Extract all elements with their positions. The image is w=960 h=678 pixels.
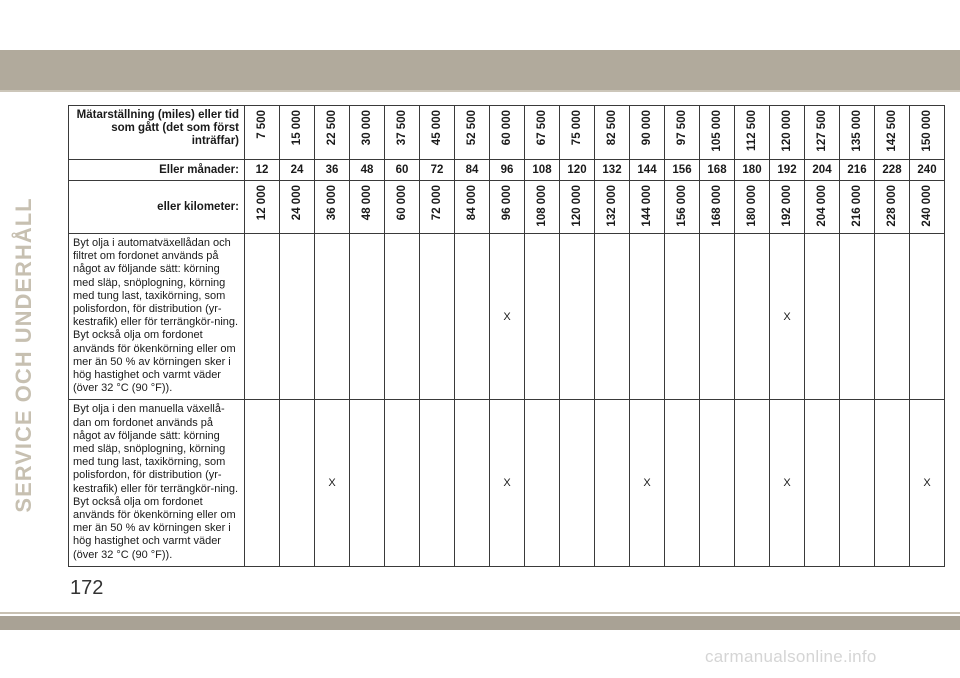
km-header-cell: [595, 181, 630, 234]
miles-header-cell: [490, 106, 525, 160]
km-header-cell: [630, 181, 665, 234]
months-value: 36: [315, 160, 350, 181]
km-header-cell: [560, 181, 595, 234]
miles-label: Mätarställning (miles) eller tid som gått (det som först inträffar): [69, 106, 245, 160]
service-mark-cell: [245, 234, 280, 400]
miles-header-cell: [665, 106, 700, 160]
km-value: 108 000: [536, 185, 548, 227]
maintenance-schedule-table: [68, 105, 945, 567]
footer-band-line: [0, 612, 960, 614]
service-mark-cell: [595, 400, 630, 566]
km-value: 60 000: [396, 185, 408, 221]
service-description: Byt olja i automatväxellådan och filtret om fordonet används på något av följande sätt: körning med släp, snöplogning, körning med tung last, taxikörning, som polisfordon, för distribution (yr-kestrafik) eller för terrängkör-ning. Byt också olja om fordonet används för ökenkörning eller om mer än 50 % av körningen sker i hög hastighet och varmt väder (över 32 °C (90 °F)).: [69, 234, 245, 400]
km-value: 204 000: [816, 185, 828, 227]
service-mark-cell: [560, 234, 595, 400]
header-band: [0, 50, 960, 90]
miles-header-cell: [280, 106, 315, 160]
km-header-cell: [805, 181, 840, 234]
months-value: 24: [280, 160, 315, 181]
miles-value: 22 500: [326, 110, 338, 146]
service-mark-cell: [840, 234, 875, 400]
miles-value: 52 500: [466, 110, 478, 146]
miles-header-cell: [875, 106, 910, 160]
service-mark-cell: [700, 234, 735, 400]
service-mark-cell: X: [910, 400, 945, 566]
miles-value: 30 000: [361, 110, 373, 146]
km-value: 228 000: [886, 185, 898, 227]
km-value: 180 000: [746, 185, 758, 227]
km-value: 72 000: [431, 185, 443, 221]
service-mark-cell: [350, 234, 385, 400]
km-value: 192 000: [781, 185, 793, 227]
service-mark-cell: [420, 234, 455, 400]
section-side-title: [11, 197, 36, 513]
service-mark-cell: [910, 234, 945, 400]
service-mark-cell: [665, 234, 700, 400]
km-value: 36 000: [326, 185, 338, 221]
months-value: 108: [525, 160, 560, 181]
miles-header-cell: [805, 106, 840, 160]
watermark: carmanualsonline.info: [705, 647, 877, 666]
miles-header-cell: [560, 106, 595, 160]
miles-value: 82 500: [606, 110, 618, 146]
service-row: [69, 234, 945, 400]
km-header-cell: [875, 181, 910, 234]
months-value: 48: [350, 160, 385, 181]
km-value: 240 000: [921, 185, 933, 227]
km-value: 48 000: [361, 185, 373, 221]
km-header-cell: [350, 181, 385, 234]
miles-header-cell: [770, 106, 805, 160]
km-header-cell: [700, 181, 735, 234]
km-label: eller kilometer:: [69, 181, 245, 234]
months-value: 84: [455, 160, 490, 181]
months-value: 228: [875, 160, 910, 181]
miles-header-cell: [630, 106, 665, 160]
service-mark-cell: X: [490, 234, 525, 400]
months-value: 156: [665, 160, 700, 181]
miles-value: 45 000: [431, 110, 443, 146]
miles-value: 112 500: [746, 110, 758, 151]
service-mark-cell: [700, 400, 735, 566]
header-band-line: [0, 90, 960, 92]
service-mark-cell: X: [770, 400, 805, 566]
km-row: [69, 181, 945, 234]
miles-value: 97 500: [676, 110, 688, 146]
service-mark-cell: [455, 400, 490, 566]
miles-row: [69, 106, 945, 160]
km-header-cell: [385, 181, 420, 234]
service-mark-cell: X: [315, 400, 350, 566]
service-row: [69, 400, 945, 566]
service-mark-cell: [280, 400, 315, 566]
miles-value: 15 000: [291, 110, 303, 146]
miles-header-cell: [595, 106, 630, 160]
km-header-cell: [490, 181, 525, 234]
miles-header-cell: [840, 106, 875, 160]
km-value: 216 000: [851, 185, 863, 227]
miles-value: 120 000: [781, 110, 793, 152]
km-value: 12 000: [256, 185, 268, 221]
service-mark-cell: [245, 400, 280, 566]
miles-value: 150 000: [921, 110, 933, 152]
months-value: 204: [805, 160, 840, 181]
miles-header-cell: [910, 106, 945, 160]
miles-value: 135 000: [851, 110, 863, 152]
months-value: 180: [735, 160, 770, 181]
footer-band: [0, 616, 960, 630]
service-mark-cell: [665, 400, 700, 566]
km-header-cell: [910, 181, 945, 234]
months-value: 96: [490, 160, 525, 181]
miles-value: 60 000: [501, 110, 513, 146]
km-header-cell: [455, 181, 490, 234]
miles-header-cell: [385, 106, 420, 160]
service-mark-cell: X: [490, 400, 525, 566]
miles-header-cell: [455, 106, 490, 160]
service-mark-cell: [525, 400, 560, 566]
service-mark-cell: [875, 400, 910, 566]
months-value: 60: [385, 160, 420, 181]
service-mark-cell: [875, 234, 910, 400]
service-description: Byt olja i den manuella växellå-dan om fordonet används på något av följande sätt: körning med släp, snöplogning, körning med tung last, taxikörning, som polisfordon, för distribution (yr-kestrafik) eller för terrängkör-ning. Byt också olja om fordonet används för ökenkörning eller om mer än 50 % av körningen sker i hög hastighet och varmt väder (över 32 °C (90 °F)).: [69, 400, 245, 566]
miles-header-cell: [350, 106, 385, 160]
service-mark-cell: [560, 400, 595, 566]
service-mark-cell: [735, 400, 770, 566]
miles-value: 67 500: [536, 110, 548, 146]
months-value: 168: [700, 160, 735, 181]
miles-value: 127 500: [816, 110, 828, 152]
service-mark-cell: [525, 234, 560, 400]
km-value: 144 000: [641, 185, 653, 227]
km-header-cell: [770, 181, 805, 234]
km-value: 24 000: [291, 185, 303, 221]
service-mark-cell: [805, 400, 840, 566]
km-header-cell: [735, 181, 770, 234]
miles-header-cell: [245, 106, 280, 160]
months-value: 192: [770, 160, 805, 181]
months-value: 120: [560, 160, 595, 181]
km-header-cell: [665, 181, 700, 234]
service-mark-cell: [595, 234, 630, 400]
service-mark-cell: X: [630, 400, 665, 566]
service-mark-cell: [280, 234, 315, 400]
km-header-cell: [525, 181, 560, 234]
km-header-cell: [420, 181, 455, 234]
km-header-cell: [315, 181, 350, 234]
months-value: 132: [595, 160, 630, 181]
service-mark-cell: [385, 234, 420, 400]
miles-value: 37 500: [396, 110, 408, 146]
service-mark-cell: [455, 234, 490, 400]
miles-header-cell: [700, 106, 735, 160]
miles-value: 7 500: [256, 110, 268, 139]
service-mark-cell: [315, 234, 350, 400]
months-value: 12: [245, 160, 280, 181]
miles-value: 105 000: [711, 110, 723, 152]
service-mark-cell: [420, 400, 455, 566]
service-mark-cell: [840, 400, 875, 566]
km-header-cell: [840, 181, 875, 234]
km-value: 132 000: [606, 185, 618, 227]
km-header-cell: [280, 181, 315, 234]
miles-header-cell: [735, 106, 770, 160]
km-value: 156 000: [676, 185, 688, 227]
miles-header-cell: [525, 106, 560, 160]
months-value: 240: [910, 160, 945, 181]
service-mark-cell: [735, 234, 770, 400]
service-mark-cell: [385, 400, 420, 566]
km-value: 84 000: [466, 185, 478, 221]
miles-header-cell: [420, 106, 455, 160]
service-mark-cell: [630, 234, 665, 400]
months-row: [69, 160, 945, 181]
months-value: 144: [630, 160, 665, 181]
months-label: Eller månader:: [69, 160, 245, 181]
page-number: 172: [70, 577, 104, 599]
miles-value: 75 000: [571, 110, 583, 146]
months-value: 216: [840, 160, 875, 181]
km-value: 168 000: [711, 185, 723, 227]
km-value: 96 000: [501, 185, 513, 221]
service-mark-cell: [350, 400, 385, 566]
section-side-title-text: SERVICE OCH UNDERHÅLL: [11, 197, 36, 513]
service-mark-cell: [805, 234, 840, 400]
km-header-cell: [245, 181, 280, 234]
km-value: 120 000: [571, 185, 583, 227]
miles-value: 142 500: [886, 110, 898, 152]
service-mark-cell: X: [770, 234, 805, 400]
months-value: 72: [420, 160, 455, 181]
miles-value: 90 000: [641, 110, 653, 146]
miles-header-cell: [315, 106, 350, 160]
